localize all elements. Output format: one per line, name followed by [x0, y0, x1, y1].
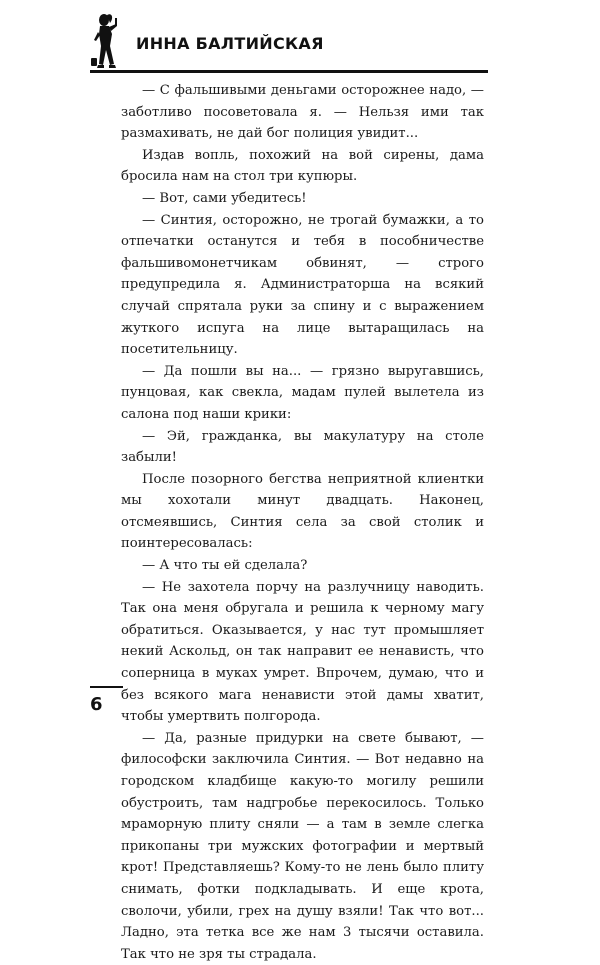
- paragraph: Издав вопль, похожий на вой сирены, дама бросила нам на стол три купюры.: [121, 147, 484, 185]
- paragraph: — Не захотела порчу на разлучницу наводить. Так она меня обругала и решила к черному магу обратиться. Оказывается, у нас тут промышляет некий Аскольд, он так направит ее ненависть, что соперница в муках умрет. Впрочем, думаю, что и без всякого мага ненависти этой дамы хватит, чтобы умертвить полгорода.: [121, 579, 484, 725]
- footer-rule: [90, 686, 123, 688]
- paragraph: — С фальшивыми деньгами осторожнее надо, — заботливо посоветовала я. — Нельзя ими так размахивать, не дай бог полиция увидит...: [121, 83, 484, 142]
- header-rule: [90, 70, 488, 73]
- author-name: ИННА БАЛТИЙСКАЯ: [136, 34, 324, 53]
- paragraph: — Вот, сами убедитесь!: [142, 190, 307, 206]
- page-number: 6: [90, 694, 103, 715]
- paragraph: После позорного бегства неприятной клиентки мы хохотали минут двадцать. Наконец, отсмеявшись, Синтия села за свой столик и поинтересовалась:: [121, 471, 484, 552]
- paragraph: — Да, разные придурки на свете бывают, — философски заключила Синтия. — Вот недавно на городском кладбище какую-то могилу решили обустроить, там надгробье перекосилось. Только мраморную плиту сняли — а там в земле слегка прикопаны три мужских фотографии и мертвый крот! Представляешь? Кому-то не лень было плиту снимать, фотки подкладывать. И еще крота, сволочи, убили, грех на душу взяли! Так что вот... Ладно, эта тетка все же нам 3 тысячи оставила. Так что не зря ты страдала.: [121, 730, 484, 962]
- woman-silhouette-icon: [88, 12, 128, 74]
- paragraph: — Синтия, осторожно, не трогай бумажки, а то отпечатки останутся и тебя в пособничестве фальшивомонетчикам обвинят, — строго предупредила я. Администраторша на всякий случай спрятала руки за спину и с выражением жуткого испуга на лице вытаращилась на посетительницу.: [121, 212, 484, 358]
- paragraph: — Эй, гражданка, вы макулатуру на столе забыли!: [121, 428, 484, 466]
- paragraph: — Да пошли вы на... — грязно выругавшись, пунцовая, как свекла, мадам пулей вылетела из салона под наши крики:: [121, 363, 484, 422]
- body-text: [121, 80, 484, 965]
- paragraph: — А что ты ей сделала?: [142, 558, 308, 574]
